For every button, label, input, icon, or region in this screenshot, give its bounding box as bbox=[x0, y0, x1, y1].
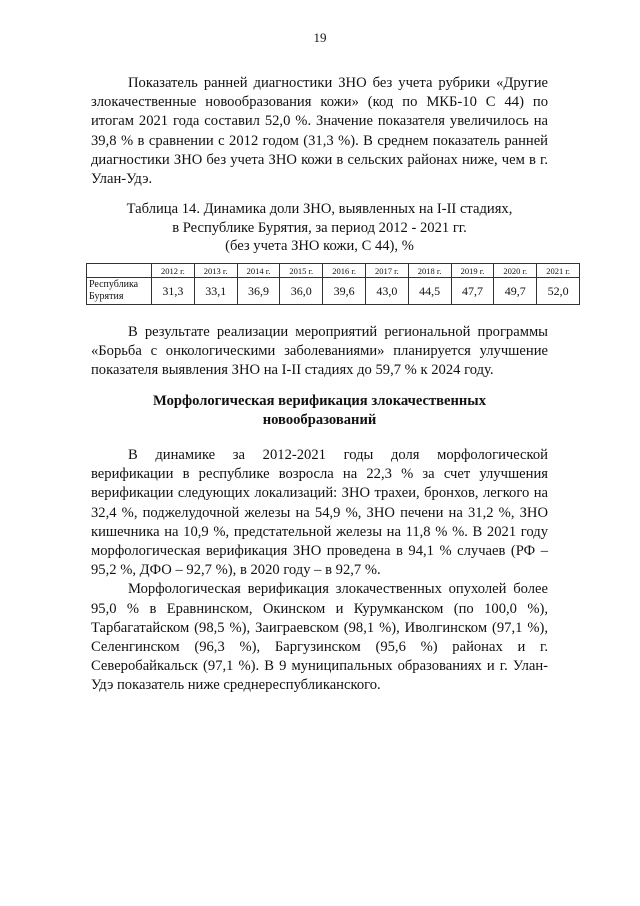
section-body bbox=[91, 446, 548, 696]
table-cell: 52,0 bbox=[537, 278, 580, 305]
table-cell: 31,3 bbox=[152, 278, 195, 305]
table-header-cell: 2012 г. bbox=[152, 264, 195, 278]
table-caption bbox=[91, 200, 548, 256]
paragraph-regional-program bbox=[91, 323, 548, 381]
table-cell: 39,6 bbox=[323, 278, 366, 305]
section-heading bbox=[91, 392, 548, 430]
table-header-cell: 2021 г. bbox=[537, 264, 580, 278]
table-cell: 43,0 bbox=[365, 278, 408, 305]
paragraph-morphology-districts: Морфологическая верификация злокачественных опухолей более 95,0 % в Еравнинском, Окинском и Курумканском (по 100,0 %), Тарбагатайском (98,5 %), Заиграевском (98,1 %), Иволгинском (97,1 %), Селенгинском (96,3 %), Баргузинском (95,6 %) районах и г. Северобайкальск (97,1 %). В 9 муниципальных образованиях и г. Улан-Удэ показатель ниже среднереспубликанского. bbox=[91, 581, 548, 694]
caption-line-3: (без учета ЗНО кожи, С 44), % bbox=[225, 238, 414, 254]
paragraph-text: Показатель ранней диагностики ЗНО без учета рубрики «Другие злокачественные новообразования кожи» (код по МКБ-10 С 44) по итогам 2021 года составил 52,0 %. Значение показателя увеличилось на 39,8 % в сравнении с 2012 годом (31,3 %). В среднем показатель ранней диагностики ЗНО без учета ЗНО кожи в сельских районах ниже, чем в г. Улан-Удэ. bbox=[91, 75, 548, 188]
table-cell: 49,7 bbox=[494, 278, 537, 305]
table-header-cell: 2019 г. bbox=[451, 264, 494, 278]
table-header-cell: 2018 г. bbox=[408, 264, 451, 278]
table-cell: 33,1 bbox=[194, 278, 237, 305]
paragraph-text: В результате реализации мероприятий региональной программы «Борьба с онкологическими заболеваниями» планируется улучшение показателя выявления ЗНО на I-II стадиях до 59,7 % к 2024 году. bbox=[91, 324, 548, 379]
table-header-row bbox=[87, 264, 580, 278]
paragraph-early-diagnosis bbox=[91, 74, 548, 189]
page-number: 19 bbox=[313, 30, 327, 45]
table-cell: 44,5 bbox=[408, 278, 451, 305]
heading-line-2: новообразований bbox=[262, 412, 377, 428]
table-cell: 36,9 bbox=[237, 278, 280, 305]
table-header-cell: 2020 г. bbox=[494, 264, 537, 278]
table-cell: 47,7 bbox=[451, 278, 494, 305]
table-header-cell bbox=[87, 264, 152, 278]
paragraph-morphology-dynamics: В динамике за 2012-2021 годы доля морфологической верификации в республике возросла на 22,3 % за счет улучшения верификации следующих локализаций: ЗНО трахеи, бронхов, легкого на 32,4 %, поджелудочной железы на 54,9 %, ЗНО печени на 31,2 %, ЗНО кишечника на 10,9 %, предстательной железы на 11,8 % %. В 2021 году морфологическая верификация ЗНО проведена в 94,1 % случаев (РФ – 95,2 %, ДФО – 92,7 %), в 2020 году – в 92,7 %. bbox=[91, 447, 548, 579]
caption-line-1: Таблица 14. Динамика доли ЗНО, выявленных на I-II стадиях, bbox=[126, 201, 513, 217]
heading-line-1: Морфологическая верификация злокачественных bbox=[153, 393, 486, 409]
caption-line-2: в Республике Бурятия, за период 2012 - 2021 гг. bbox=[172, 219, 467, 236]
table-header-cell: 2016 г. bbox=[323, 264, 366, 278]
table-header-cell: 2015 г. bbox=[280, 264, 323, 278]
table-header-cell: 2013 г. bbox=[194, 264, 237, 278]
table-cell: 36,0 bbox=[280, 278, 323, 305]
table-header-cell: 2014 г. bbox=[237, 264, 280, 278]
stage-dynamics-table bbox=[86, 263, 580, 305]
table-row-label: Республика Бурятия bbox=[87, 278, 152, 305]
table-header-cell: 2017 г. bbox=[365, 264, 408, 278]
table-row bbox=[87, 278, 580, 305]
